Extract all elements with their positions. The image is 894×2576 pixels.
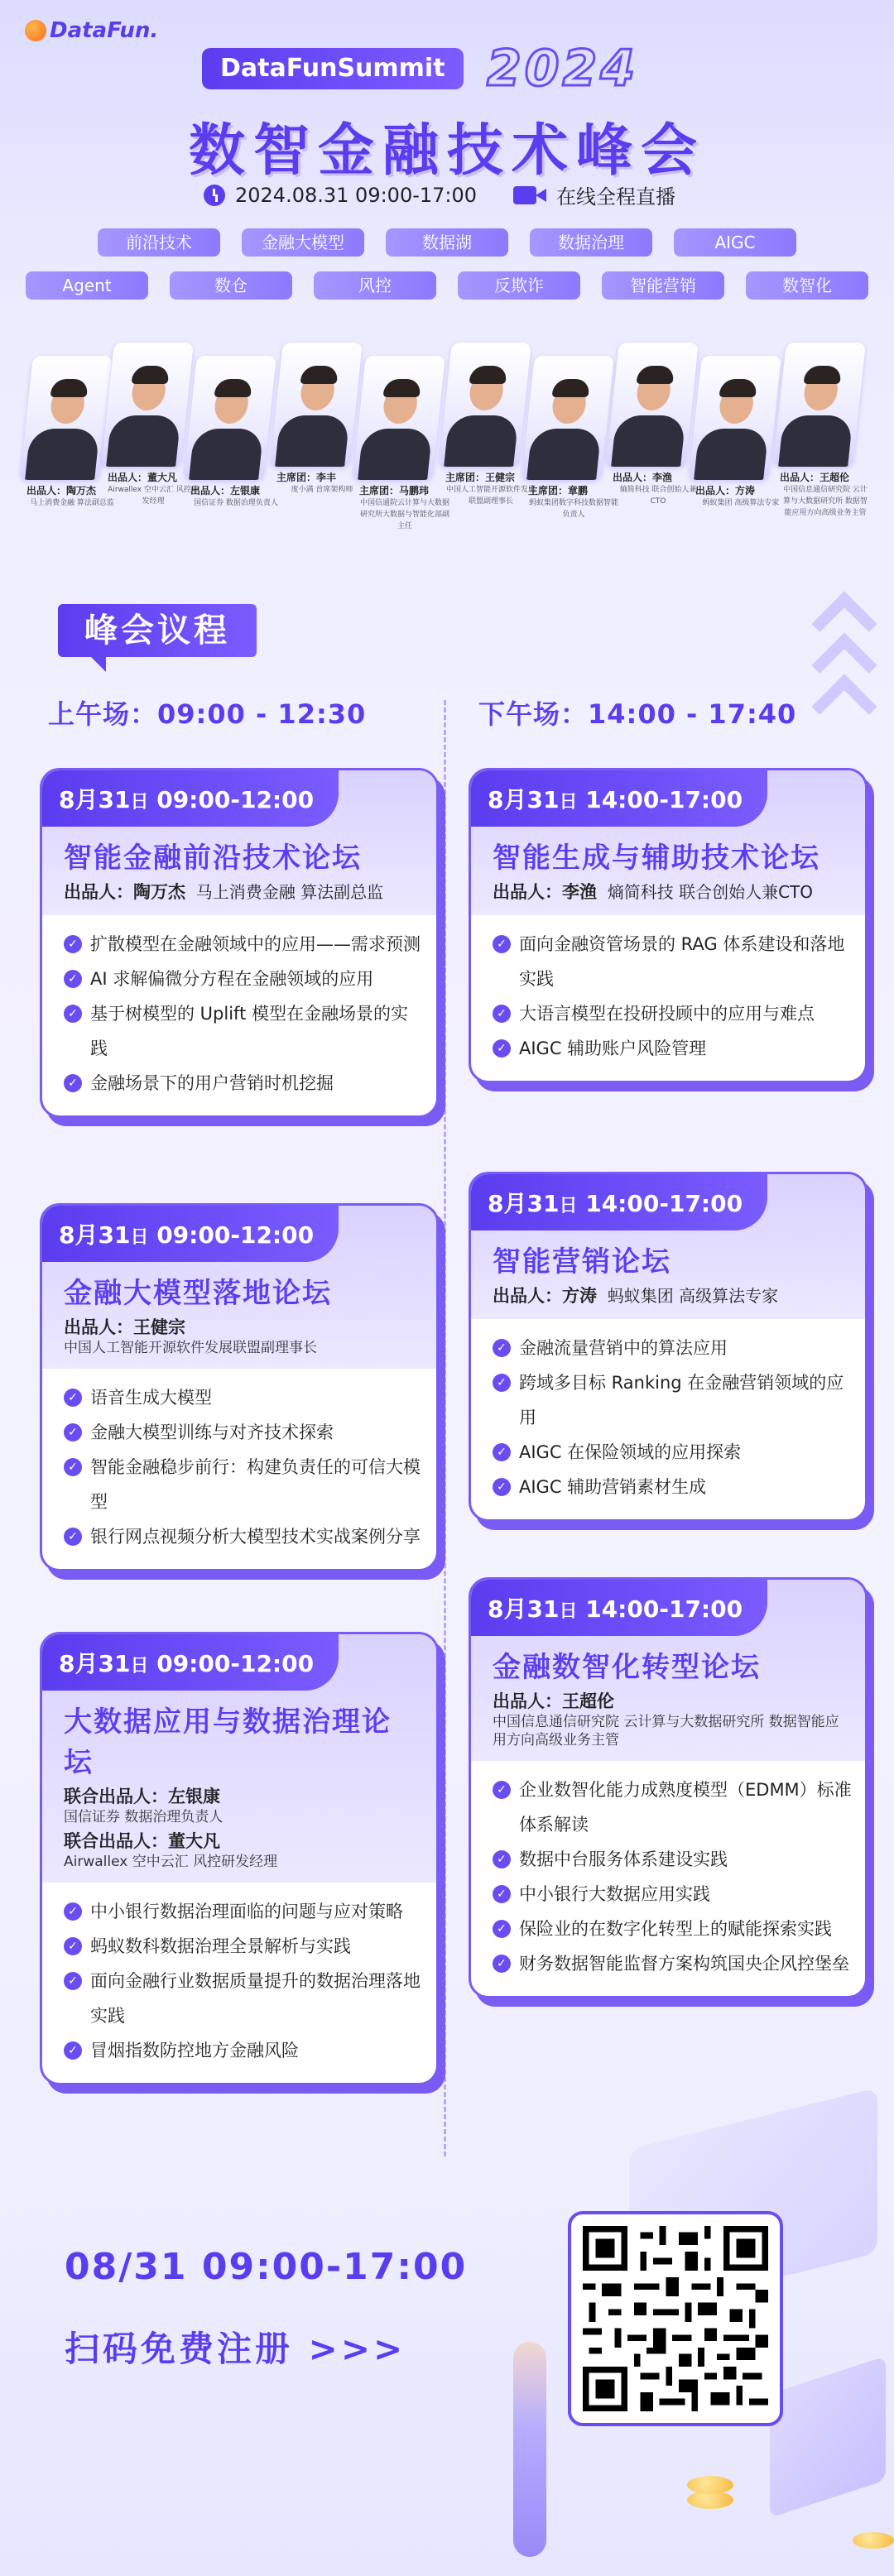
talk-item: ✓ AI 求解偏微分方程在金融领域的应用: [64, 962, 423, 996]
forum-date: 8月31日 14:00-17:00: [471, 1580, 767, 1636]
speaker-title: Airwallex 空中云汇 风控研发经理: [108, 486, 199, 506]
forum-title: 金融数智化转型论坛: [493, 1651, 761, 1684]
talk-item: ✓ 中小银行数据治理面临的问题与应对策略: [64, 1894, 423, 1929]
topic-tag: 数智化: [746, 271, 868, 300]
talk-item: ✓ AIGC 辅助营销素材生成: [493, 1470, 852, 1504]
talk-item: ✓ 蚂蚁数科数据治理全景解析与实践: [64, 1929, 423, 1964]
forum-title: 金融大模型落地论坛: [64, 1277, 332, 1310]
speaker-card: [445, 343, 536, 507]
coin-stack-icon: [687, 2476, 733, 2494]
speaker-role: 出品人：董大凡: [108, 472, 178, 483]
speaker-photo: [270, 343, 363, 467]
forum-title: 智能营销论坛: [493, 1245, 671, 1278]
speaker-title: 中国人工智能开源软件发展联盟副理事长: [445, 486, 536, 506]
speaker-title: 国信证券 数据治理负责人: [194, 499, 278, 507]
talk-item: ✓ 扩散模型在金融领域中的应用——需求预测: [64, 927, 423, 962]
timeline-divider: [444, 700, 446, 2156]
speaker-photo: [101, 343, 194, 467]
forum-date: 8月31日 14:00-17:00: [471, 1174, 767, 1230]
talk-item: ✓ 面向金融资管场景的 RAG 体系建设和落地实践: [493, 927, 852, 996]
agenda-title: 峰会议程: [58, 604, 257, 657]
talk-list: [42, 915, 436, 1115]
speaker-photo: [184, 356, 276, 480]
speaker-card: [695, 356, 786, 509]
page-title: 数智金融技术峰会: [188, 118, 705, 184]
forum-producer-2: 联合出品人：董大凡 Airwallex 空中云汇 风控研发经理: [64, 1831, 278, 1870]
speaker-title: 蚂蚁集团数字科技数据智能负责人: [528, 499, 618, 519]
speaker-photo: [773, 343, 866, 467]
speaker-photo: [20, 356, 113, 480]
speaker-role: 出品人：方涛: [695, 485, 756, 496]
footer-date: 08/31 09:00-17:00: [65, 2246, 468, 2288]
talk-item: ✓ 企业数智化能力成熟度模型（EDMM）标准体系解读: [493, 1772, 852, 1842]
forum-title: 智能生成与辅助技术论坛: [493, 842, 820, 875]
speaker-title: 度小满 首席架构师: [291, 486, 353, 494]
afternoon-session-label: 下午场：14:00 - 17:40: [478, 698, 797, 730]
talk-item: ✓ 基于树模型的 Uplift 模型在金融场景的实践: [64, 996, 423, 1066]
registration-qr-code[interactable]: [568, 2211, 783, 2426]
speaker-role: 主席团：李丰: [276, 472, 337, 483]
forum-title: 智能金融前沿技术论坛: [64, 842, 362, 875]
talk-list: [471, 1761, 865, 1996]
talk-item: ✓ 跨域多目标 Ranking 在金融营销领域的应用: [493, 1365, 852, 1435]
topic-tag: 反欺诈: [458, 271, 580, 300]
video-camera-icon: [513, 185, 546, 206]
talk-item: ✓ 数据中台服务体系建设实践: [493, 1842, 852, 1877]
live-label: 在线全程直播: [556, 185, 676, 209]
forum-date: 8月31日 09:00-12:00: [42, 1206, 339, 1262]
forum-card: [40, 1203, 439, 1571]
chevron-up-decoration-icon: [815, 594, 872, 727]
morning-session-label: 上午场：09:00 - 12:30: [48, 698, 367, 730]
speaker-role: 主席团：马鹏玮: [359, 485, 430, 496]
event-date: 2024.08.31 09:00-17:00: [235, 183, 478, 207]
speaker-role: 出品人：李渔: [613, 472, 673, 483]
forum-producer: 出品人：陶万杰 马上消费金融 算法副总监: [64, 882, 384, 902]
talk-item: ✓ 保险业的在数字化转型上的赋能探索实践: [493, 1912, 852, 1946]
forum-card: [469, 1577, 868, 1998]
speaker-card: [780, 343, 871, 519]
topic-tag: 风控: [314, 271, 436, 300]
speaker-title: 蚂蚁集团 高级算法专家: [702, 499, 780, 507]
forum-card: [40, 1632, 439, 2085]
talk-item: ✓ 中小银行大数据应用实践: [493, 1877, 852, 1912]
forum-producer: 出品人：王超伦 中国信息通信研究院 云计算与大数据研究所 数据智能应用方向高级业务主管: [493, 1691, 839, 1749]
talk-item: ✓ 金融流量营销中的算法应用: [493, 1331, 852, 1365]
speaker-role: 主席团：王健宗: [445, 472, 516, 483]
topic-tag: 智能营销: [602, 271, 724, 300]
talk-item: ✓ 大语言模型在投研投顾中的应用与难点: [493, 996, 852, 1031]
speaker-photo: [522, 356, 614, 480]
talk-list: [42, 1883, 436, 2083]
speaker-title: 中国信息通信研究院 云计算与大数据研究所 数据智能应用方向高级业务主管: [783, 486, 868, 517]
forum-producer: 出品人：方涛 蚂蚁集团 高级算法专家: [493, 1286, 779, 1306]
talk-item: ✓ 金融场景下的用户营销时机挖掘: [64, 1066, 423, 1101]
logo: [25, 18, 158, 43]
forum-card: [40, 768, 439, 1118]
talk-item: ✓ 金融大模型训练与对齐技术探索: [64, 1415, 423, 1450]
forum-date: 8月31日 14:00-17:00: [471, 770, 767, 827]
topic-tags-row-1: [0, 228, 894, 257]
topic-tag: 前沿技术: [98, 228, 220, 257]
speaker-role: 主席团：章鹏: [528, 485, 589, 496]
speaker-card: [190, 356, 281, 509]
summit-badge: DataFunSummit: [202, 48, 464, 89]
talk-item: ✓ 冒烟指数防控地方金融风险: [64, 2033, 423, 2068]
forum-date: 8月31日 09:00-12:00: [42, 1634, 339, 1691]
speaker-title: 中国信通院云计算与大数据研究所大数据与智能化部副主任: [359, 499, 449, 530]
speaker-role: 出品人：左银康: [190, 485, 261, 496]
forum-title: 大数据应用与数据治理论坛: [64, 1705, 392, 1779]
talk-list: [42, 1369, 436, 1569]
speaker-card: [528, 356, 619, 520]
logo-mark-icon: [25, 20, 46, 41]
forum-producer: 联合出品人：左银康 国信证券 数据治理负责人: [64, 1787, 223, 1825]
speaker-photo: [689, 356, 781, 480]
speaker-photo: [439, 343, 531, 467]
clock-icon: [204, 185, 225, 206]
topic-tag: 金融大模型: [242, 228, 364, 257]
year-title: 2024: [487, 40, 638, 98]
speaker-photo: [353, 356, 445, 480]
speaker-card: [108, 343, 199, 507]
talk-list: [471, 915, 865, 1081]
event-info: [204, 180, 675, 209]
topic-tag: 数据治理: [530, 228, 652, 257]
talk-item: ✓ 面向金融行业数据质量提升的数据治理落地实践: [64, 1964, 423, 2033]
coin-stack-icon: [853, 2532, 894, 2549]
forum-date: 8月31日 09:00-12:00: [42, 770, 339, 827]
register-link[interactable]: 扫码免费注册 >>>: [65, 2329, 406, 2369]
speaker-card: [613, 343, 704, 507]
topic-tag: 数据湖: [386, 228, 508, 257]
speaker-role: 出品人：陶万杰: [26, 485, 97, 496]
talk-item: ✓ 银行网点视频分析大模型技术实战案例分享: [64, 1519, 423, 1554]
logo-text: DataFun.: [50, 18, 159, 43]
qr-code-icon: [583, 2226, 768, 2411]
speaker-title: 马上消费金融 算法副总监: [30, 499, 114, 507]
talk-item: ✓ 财务数据智能监督方案构筑国央企风控堡垒: [493, 1946, 852, 1981]
topic-tags-row-2: [0, 271, 894, 300]
topic-tag: AIGC: [674, 228, 796, 257]
talk-item: ✓ 语音生成大模型: [64, 1380, 423, 1415]
forum-card: [469, 768, 868, 1083]
forum-producer: 出品人：李渔 熵简科技 联合创始人兼CTO: [493, 882, 813, 902]
laptop-illustration: [770, 2356, 886, 2517]
speaker-photo: [606, 343, 699, 467]
talk-item: ✓ AIGC 在保险领域的应用探索: [493, 1435, 852, 1470]
topic-tag: Agent: [26, 271, 148, 300]
speaker-gallery: [15, 339, 879, 530]
person-illustration: [513, 2342, 546, 2557]
forum-card: [469, 1172, 868, 1522]
speaker-title: 熵简科技 联合创始人兼CTO: [619, 486, 697, 506]
topic-tag: 数仓: [170, 271, 292, 300]
speaker-card: [359, 356, 450, 532]
speaker-role: 出品人：王超伦: [780, 472, 850, 483]
talk-list: [471, 1319, 865, 1519]
talk-item: ✓ 智能金融稳步前行：构建负责任的可信大模型: [64, 1450, 423, 1519]
talk-item: ✓ AIGC 辅助账户风险管理: [493, 1031, 852, 1066]
forum-producer: 出品人：王健宗 中国人工智能开源软件发展联盟副理事长: [64, 1317, 317, 1356]
